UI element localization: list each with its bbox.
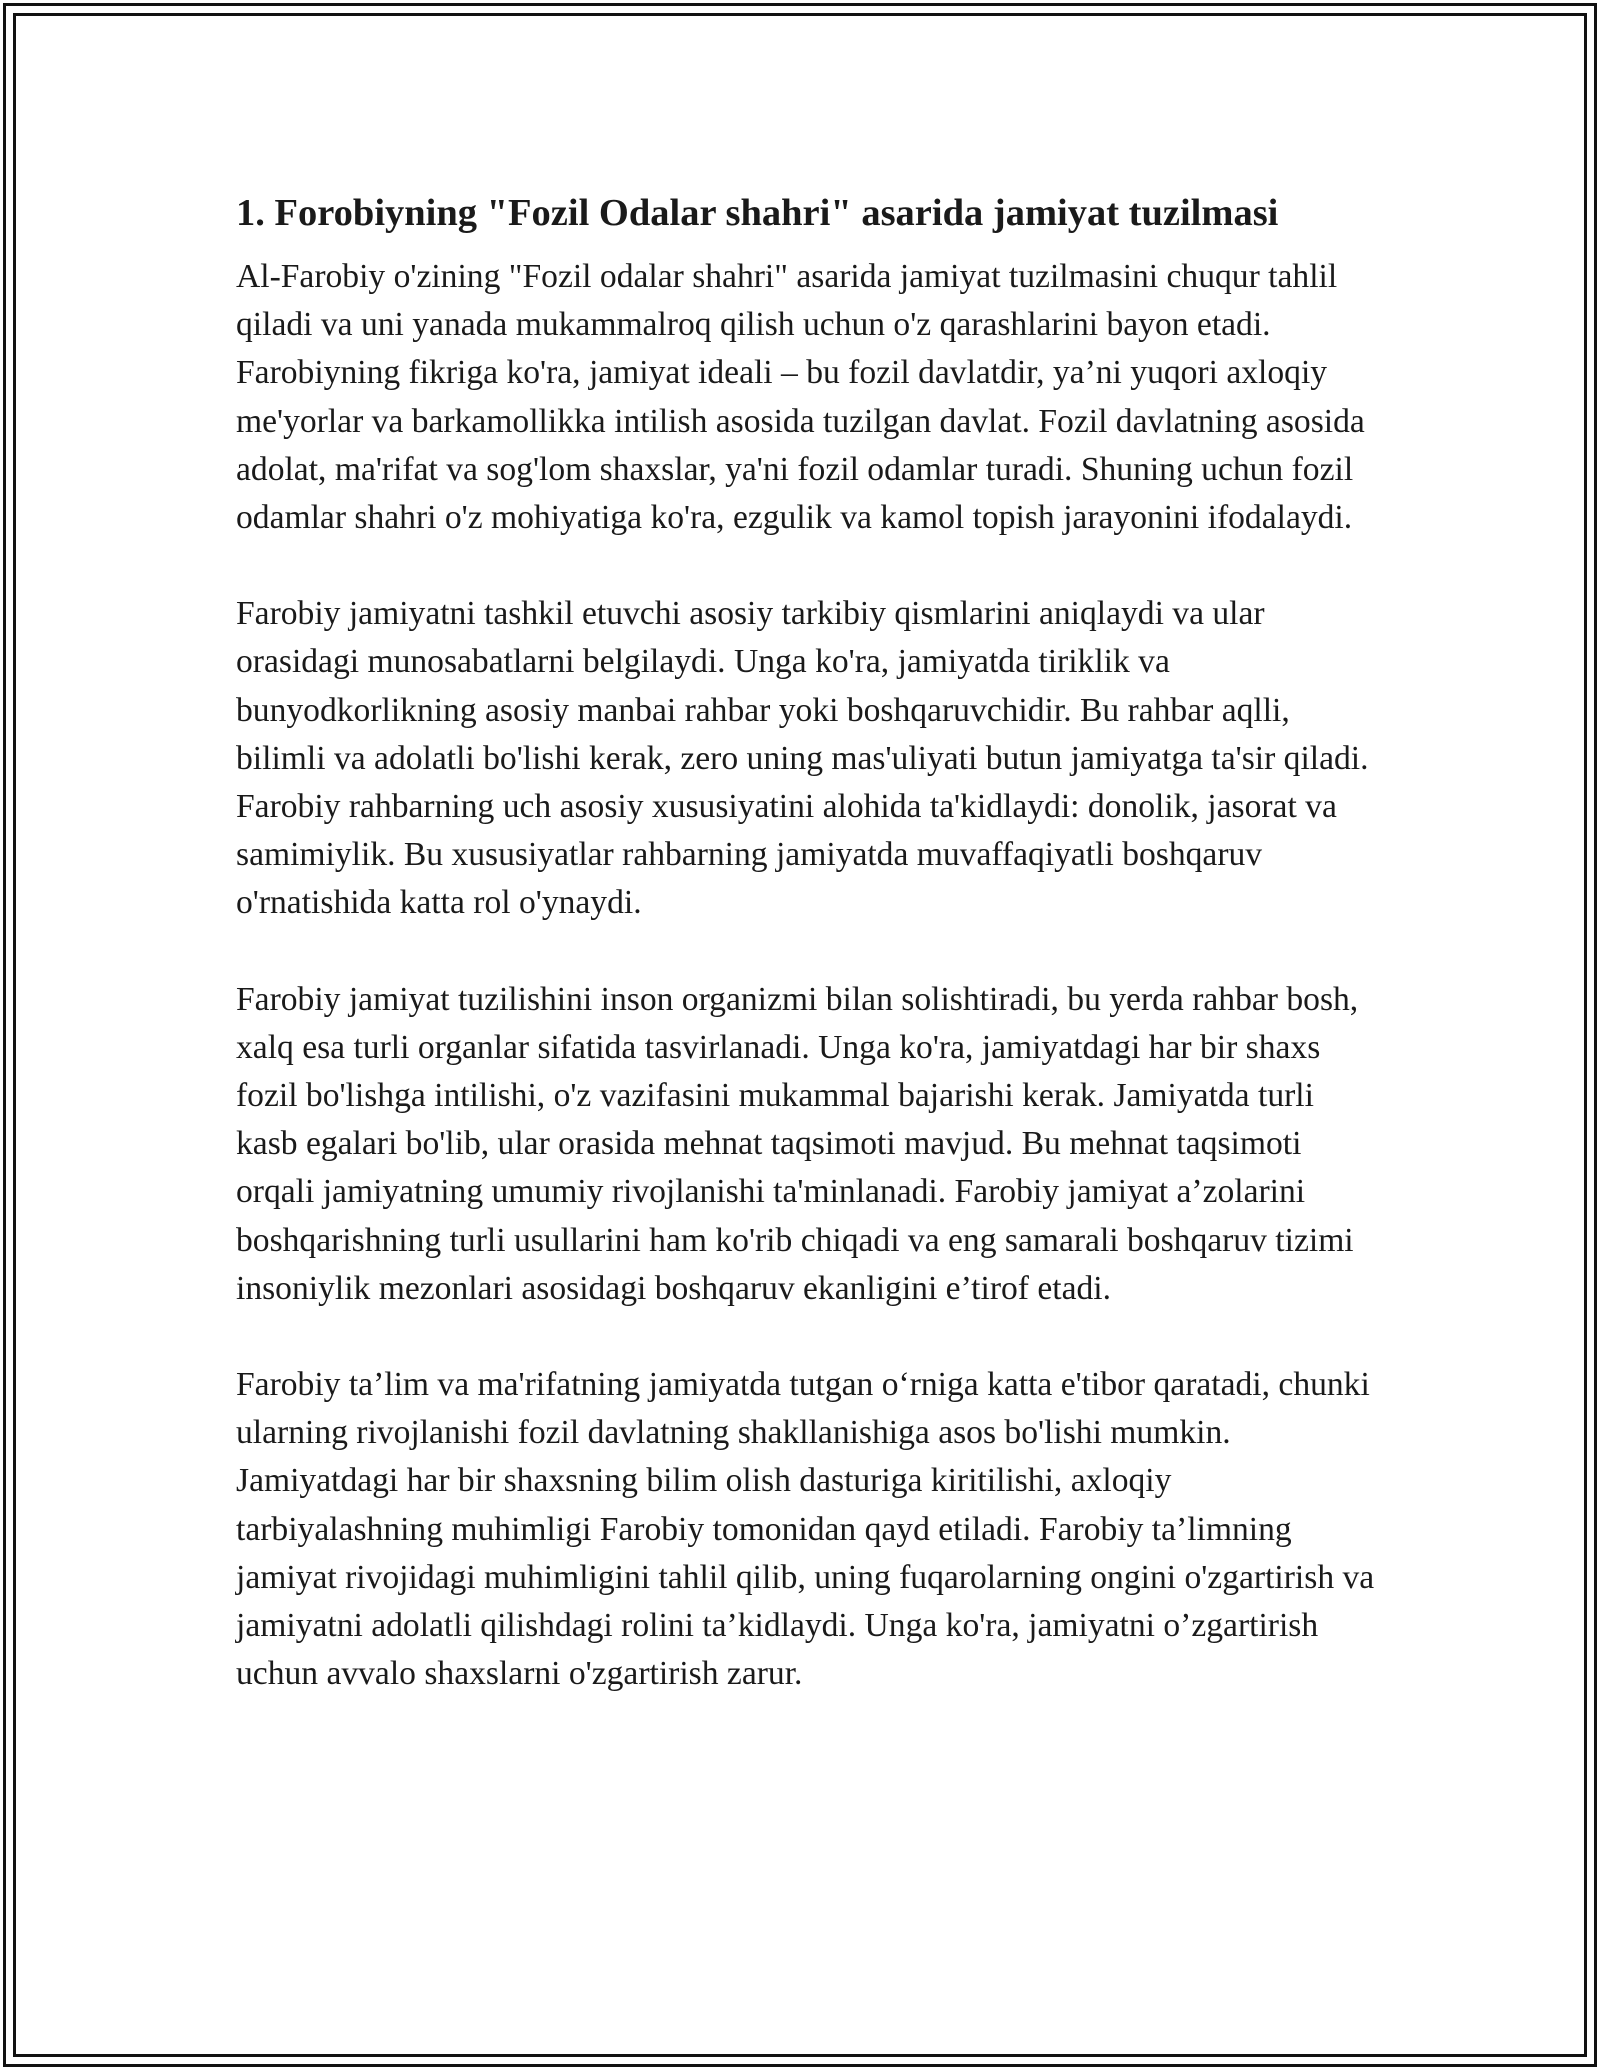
paragraph-1: Al-Farobiy o'zining "Fozil odalar shahri" asarida jamiyat tuzilmasini chuqur tahlil qiladi va uni yanada mukammalroq qilish uchun o'z qarashlarini bayon etadi. Farobiyning fikriga ko'ra, jamiyat ideali – bu fozil davlatdir, ya’ni yuqori axloqiy me'yorlar va barkamollikka intilish asosida tuzilgan davlat. Fozil davlatning asosida adolat, ma'rifat va sog'lom shaxslar, ya'ni fozil odamlar turadi. Shuning uchun fozil odamlar shahri o'z mohiyatiga ko'ra, ezgulik va kamol topish jarayonini ifodalaydi.	[236, 258, 1365, 537]
paragraph-4: Farobiy ta’lim va ma'rifatning jamiyatda tutgan o‘rniga katta e'tibor qaratadi, chunki ularning rivojlanishi fozil davlatning shakllanishiga asos bo'lishi mumkin. Jamiyatdagi har bir shaxsning bilim olish dasturiga kiritilishi, axloqiy tarbiyalashning muhimligi Farobiy tomonidan qayd etiladi. Farobiy ta’limning jamiyat rivojidagi muhimligini tahlil qilib, uning fuqarolarning ongini o'zgartirish va jamiyatni adolatli qilishdagi rolini ta’kidlaydi. Unga ko'ra, jamiyatni o’zgartirish uchun avvalo shaxslarni o'zgartirish zarur.	[236, 1366, 1375, 1693]
document-body	[236, 186, 1376, 1698]
paragraph-2: Farobiy jamiyatni tashkil etuvchi asosiy tarkibiy qismlarini aniqlaydi va ular orasidagi munosabatlarni belgilaydi. Unga ko'ra, jamiyatda tiriklik va bunyodkorlikning asosiy manbai rahbar yoki boshqaruvchidir. Bu rahbar aqlli, bilimli va adolatli bo'lishi kerak, zero uning mas'uliyati butun jamiyatga ta'sir qiladi. Farobiy rahbarning uch asosiy xususiyatini alohida ta'kidlaydi: donolik, jasorat va samimiylik. Bu xususiyatlar rahbarning jamiyatda muvaffaqiyatli boshqaruv o'rnatishida katta rol o'ynaydi.	[236, 595, 1369, 922]
document-heading: 1. Forobiyning "Fozil Odalar shahri" asarida jamiyat tuzilmasi	[236, 192, 1279, 234]
paragraph-3: Farobiy jamiyat tuzilishini inson organizmi bilan solishtiradi, bu yerda rahbar bosh, xalq esa turli organlar sifatida tasvirlanadi. Unga ko'ra, jamiyatdagi har bir shaxs fozil bo'lishga intilishi, o'z vazifasini mukammal bajarishi kerak. Jamiyatda turli kasb egalari bo'lib, ular orasida mehnat taqsimoti mavjud. Bu mehnat taqsimoti orqali jamiyatning umumiy rivojlanishi ta'minlanadi. Farobiy jamiyat a’zolarini boshqarishning turli usullarini ham ko'rib chiqadi va eng samarali boshqaruv tizimi insoniylik mezonlari asosidagi boshqaruv ekanligini e’tirof etadi.	[236, 980, 1359, 1307]
